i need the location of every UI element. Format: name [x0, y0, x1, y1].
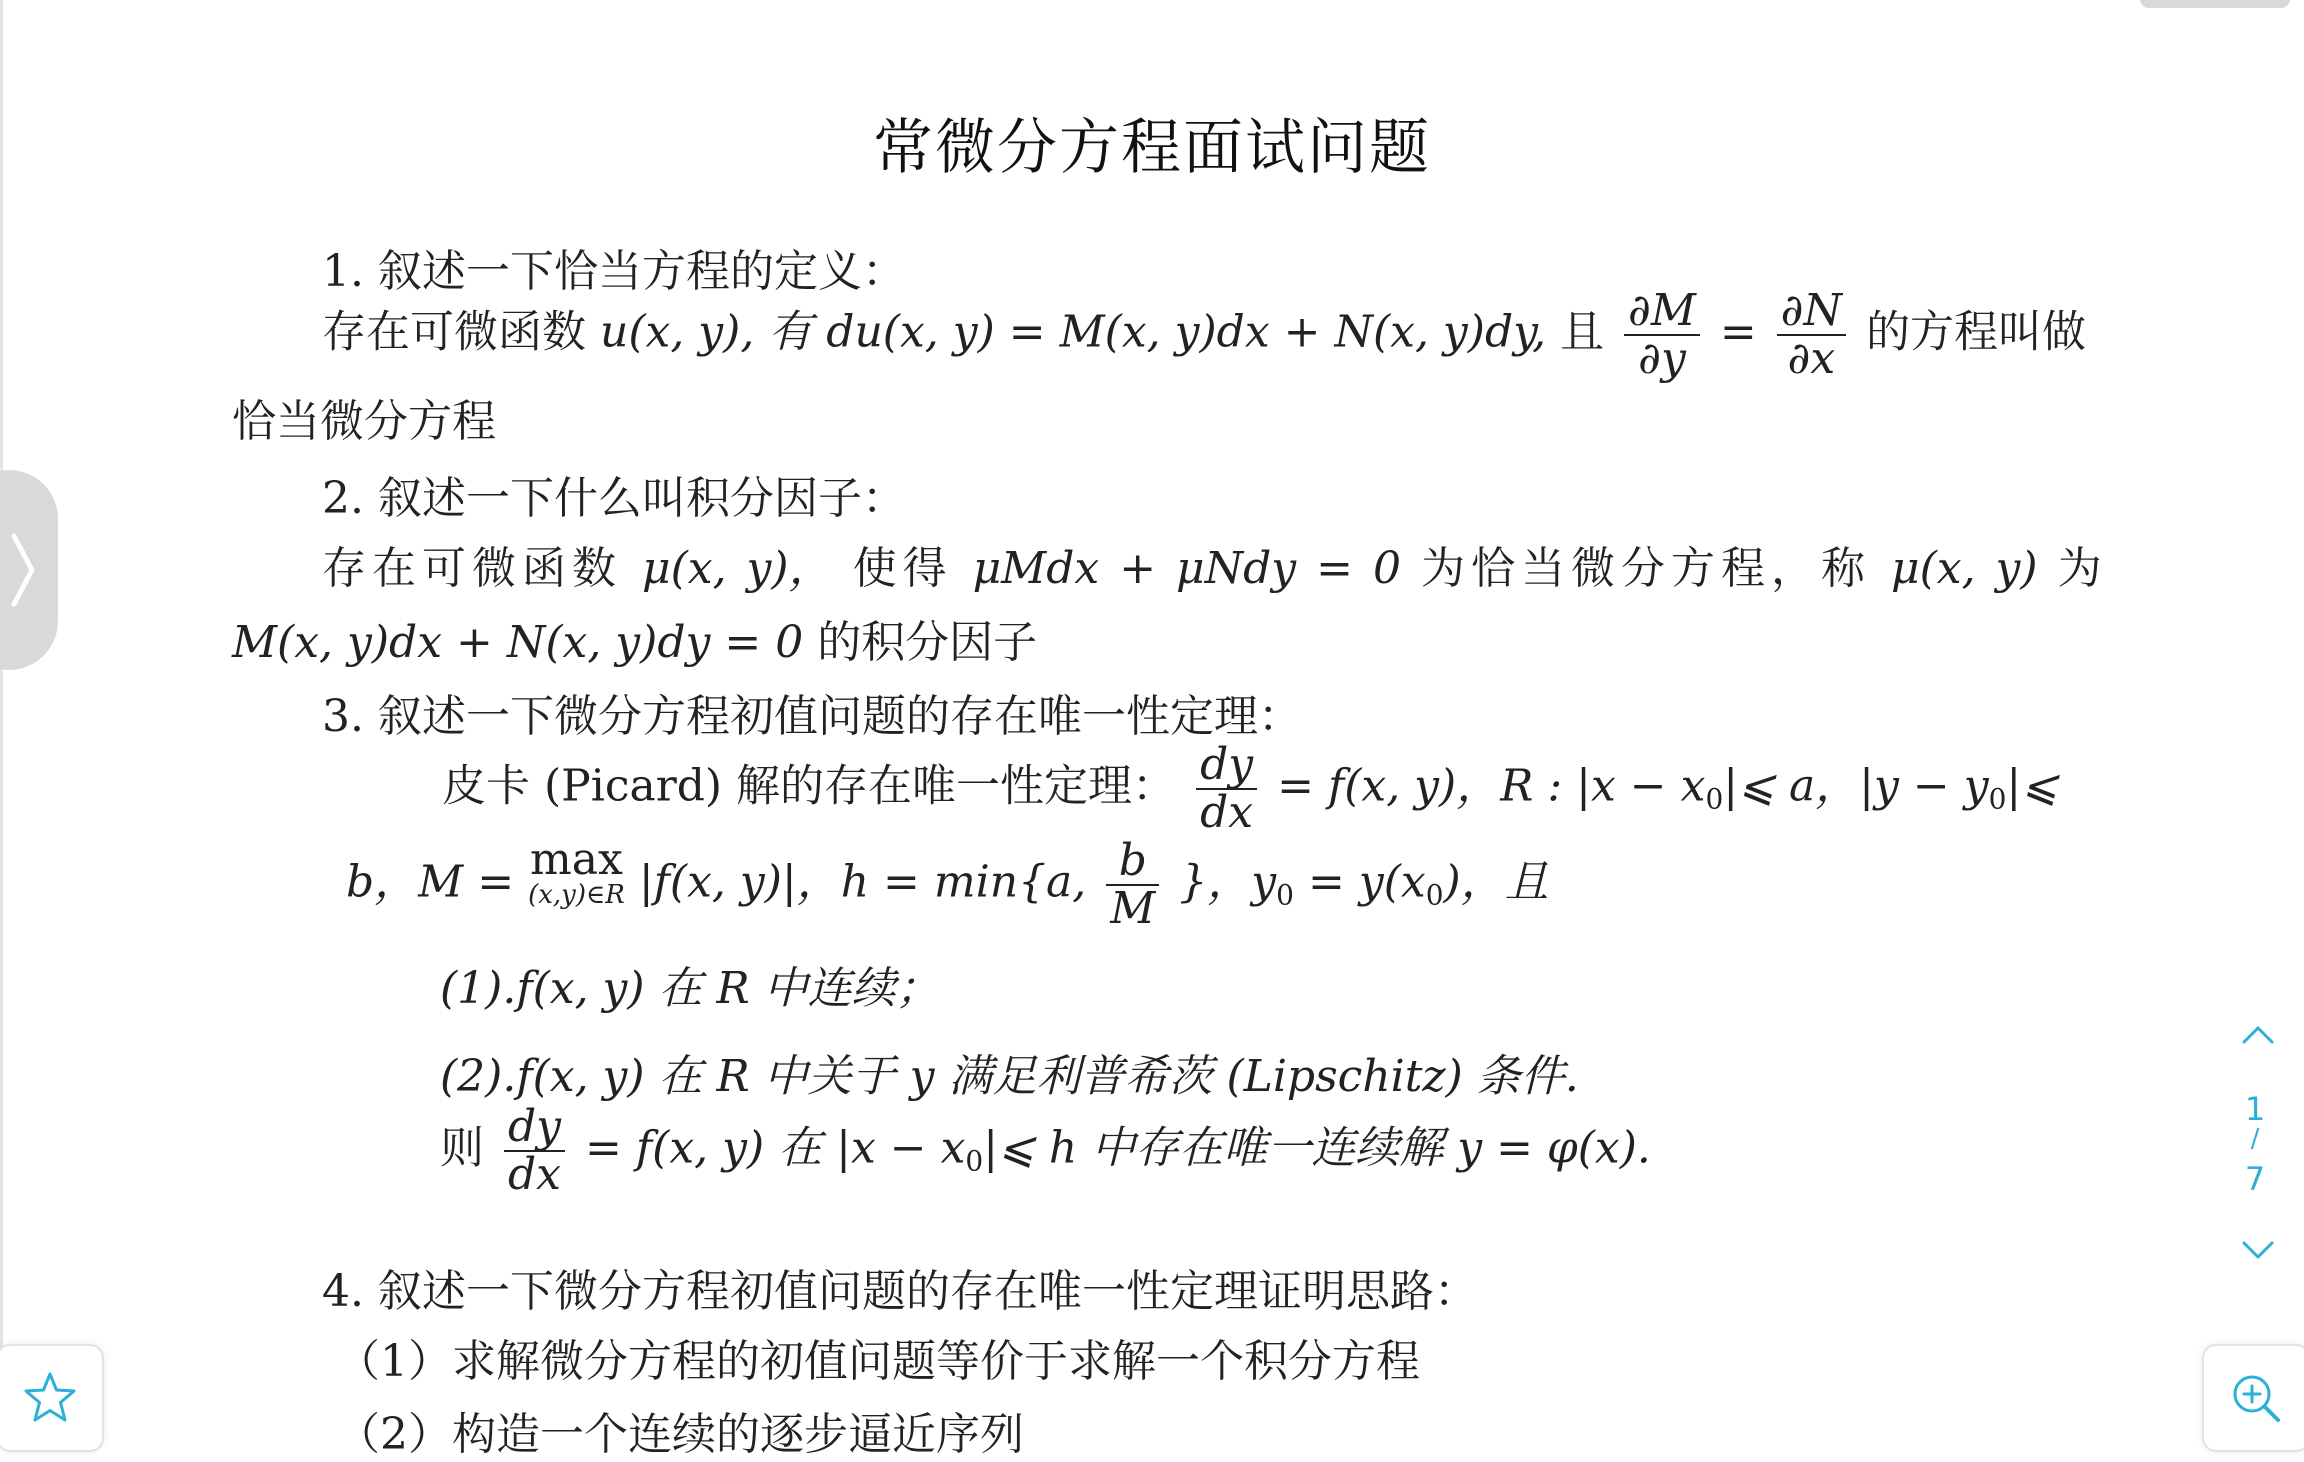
q3-max-under: (x,y)∈R — [528, 880, 625, 910]
page-title: 常微分方程面试问题 — [873, 113, 1431, 183]
left-edge-shadow — [0, 0, 3, 1444]
q1-heading: 1. 叙述一下恰当方程的定义： — [322, 246, 906, 297]
favorite-button[interactable] — [0, 1344, 104, 1452]
q3-picard-label: 皮卡 (Picard) 解的存在唯一性定理： — [442, 760, 1177, 812]
q3-picard-rhs2: |⩽ a，|y − y — [1723, 760, 1989, 812]
q3-dy: dy — [1196, 742, 1257, 790]
q3-condition-1: (1).f(x, y) 在 R 中连续； — [440, 963, 940, 1014]
chevron-down-icon[interactable] — [2238, 1235, 2278, 1265]
q3-f-min: |f(x, y)|，h = min{a, — [638, 856, 1087, 908]
q3-max-operator — [528, 834, 625, 910]
q3-b-num: b — [1106, 838, 1159, 886]
q1-frac2-den: ∂x — [1787, 333, 1836, 385]
q3-sub-zero-e: 0 — [965, 1144, 984, 1178]
q3-b-over-m — [1106, 835, 1159, 935]
q3-sub-zero-b: 0 — [1988, 782, 2007, 816]
q2-text-e: 为恰当微分方程，称 — [1421, 543, 1871, 594]
q4-step-1: （1）求解微分方程的初值问题等价于求解一个积分方程 — [336, 1336, 1420, 1387]
q1-fraction-dn-dx — [1777, 285, 1846, 385]
q2-mu-2: μ(x, y) — [1891, 543, 2038, 594]
q4-step-2: （2）构造一个连续的逐步逼近序列 — [336, 1409, 1024, 1460]
q3-and: )，且 — [1443, 856, 1549, 908]
q1-frac1-den: ∂y — [1638, 333, 1686, 385]
chevron-up-icon[interactable] — [2238, 1020, 2278, 1050]
current-page-number: 1 — [2244, 1090, 2266, 1128]
q2-equation-2: M(x, y)dx + N(x, y)dy = 0 — [232, 617, 804, 668]
q3-bounds-line — [346, 834, 1549, 935]
sidebar-toggle[interactable] — [0, 470, 58, 670]
q3-b-m: b，M = — [346, 856, 515, 908]
q3-y0: }，y — [1179, 856, 1277, 908]
q3-conclusion — [440, 1101, 1651, 1201]
q3-picard-rhs: = f(x, y)，R : |x − x — [1277, 760, 1706, 812]
star-icon — [22, 1370, 78, 1426]
q3-picard-line — [442, 739, 2059, 839]
zoom-in-icon — [2228, 1370, 2284, 1426]
q3-then-c: |⩽ h 中存在唯一连续解 y = φ(x). — [983, 1122, 1651, 1174]
q2-line2 — [232, 606, 1037, 670]
q2-mu: μ(x, y)， — [642, 543, 833, 594]
q1-fraction-dm-dy — [1624, 285, 1700, 385]
q2-equation: μMdx + μNdy = 0 — [972, 543, 1401, 594]
q2-line1 — [322, 532, 2102, 596]
q3-condition-2: (2).f(x, y) 在 R 中关于 y 满足利普希茨 (Lipschitz) 条件. — [440, 1051, 1579, 1102]
q2-heading: 2. 叙述一下什么叫积分因子： — [322, 473, 906, 524]
q2-text-c: 使得 — [852, 543, 953, 594]
q2-text-a: 存在可微函数 — [322, 543, 622, 594]
q1-text-e: 的方程叫做 — [1866, 306, 2087, 358]
q1-text-b: u(x, y), 有 — [600, 306, 813, 358]
q3-dy-dx-fraction — [1196, 739, 1257, 839]
q3-picard-rhs3: |⩽ — [2006, 760, 2059, 812]
q3-y-x0: = y(x — [1308, 856, 1426, 908]
q1-line2: 恰当微分方程 — [232, 396, 496, 447]
q3-sub-zero-a: 0 — [1705, 782, 1724, 816]
q3-sub-zero-c: 0 — [1276, 878, 1294, 912]
q1-text-d: 且 — [1560, 306, 1605, 358]
page-separator: / — [2250, 1124, 2260, 1154]
q1-frac2-num: ∂N — [1777, 288, 1846, 336]
q1-text-a: 存在可微函数 — [322, 306, 586, 358]
q3-dx: dx — [1200, 787, 1254, 839]
q3-dx-2: dx — [508, 1149, 561, 1201]
q3-then-b: = f(x, y) 在 |x − x — [585, 1122, 966, 1174]
q1-frac1-num: ∂M — [1624, 288, 1700, 336]
q3-then: 则 — [440, 1122, 484, 1174]
q3-max: max — [530, 834, 623, 885]
q3-dy-2: dy — [504, 1104, 565, 1152]
q2-text-b2: 的积分因子 — [817, 617, 1038, 668]
q1-line1 — [322, 285, 2087, 385]
q4-heading: 4. 叙述一下微分方程初值问题的存在唯一性定理证明思路： — [322, 1266, 1478, 1317]
zoom-in-button[interactable] — [2202, 1344, 2304, 1452]
q3-sub-zero-d: 0 — [1425, 878, 1444, 912]
top-handle[interactable] — [2140, 0, 2290, 8]
q3-heading: 3. 叙述一下微分方程初值问题的存在唯一性定理： — [322, 691, 1302, 742]
q1-equation: du(x, y) = M(x, y)dx + N(x, y)dy, — [826, 306, 1547, 358]
q2-text-g: 为 — [2057, 543, 2102, 594]
q1-equals: = — [1719, 306, 1757, 358]
total-pages: 7 — [2244, 1160, 2266, 1198]
q3-b-den: M — [1110, 883, 1156, 935]
q3-dy-dx-fraction-2 — [504, 1101, 565, 1201]
chevron-right-icon — [8, 530, 38, 610]
